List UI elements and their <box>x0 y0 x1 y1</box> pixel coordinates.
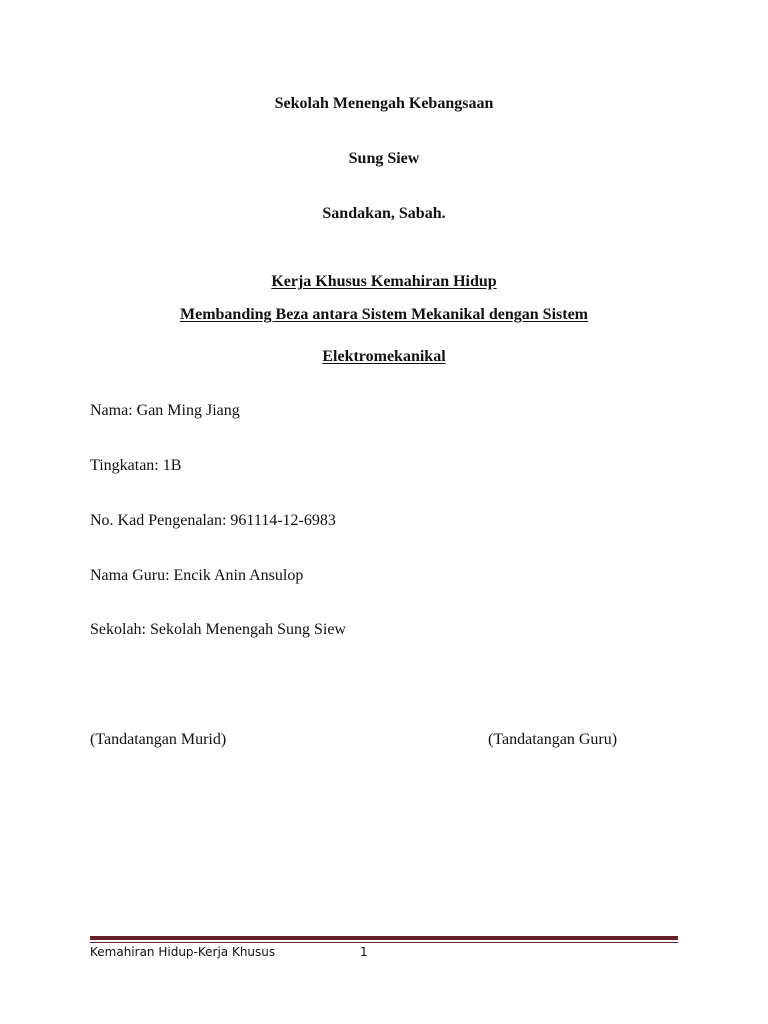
field-nama: Nama: Gan Ming Jiang <box>90 402 240 419</box>
field-kad-pengenalan: No. Kad Pengenalan: 961114-12-6983 <box>90 512 336 529</box>
signature-guru: (Tandatangan Guru) <box>488 731 618 748</box>
footer-rule-thin <box>90 942 678 943</box>
school-name-line1: Sekolah Menengah Kebangsaan <box>274 95 494 112</box>
footer-rule <box>90 936 678 940</box>
signature-murid: (Tandatangan Murid) <box>90 731 227 748</box>
title-line2: Membanding Beza antara Sistem Mekanikal dengan Sistem <box>179 306 588 323</box>
field-sekolah: Sekolah: Sekolah Menengah Sung Siew <box>90 621 346 638</box>
footer-title: Kemahiran Hidup-Kerja Khusus <box>90 945 276 959</box>
field-nama-guru: Nama Guru: Encik Anin Ansulop <box>90 567 304 584</box>
field-tingkatan: Tingkatan: 1B <box>90 457 182 474</box>
school-name-line2: Sung Siew <box>348 150 420 167</box>
title-line3: Elektromekanikal <box>322 348 446 365</box>
footer-page-number: 1 <box>360 945 368 959</box>
title-line1: Kerja Khusus Kemahiran Hidup <box>271 273 497 290</box>
school-location: Sandakan, Sabah. <box>322 205 446 222</box>
